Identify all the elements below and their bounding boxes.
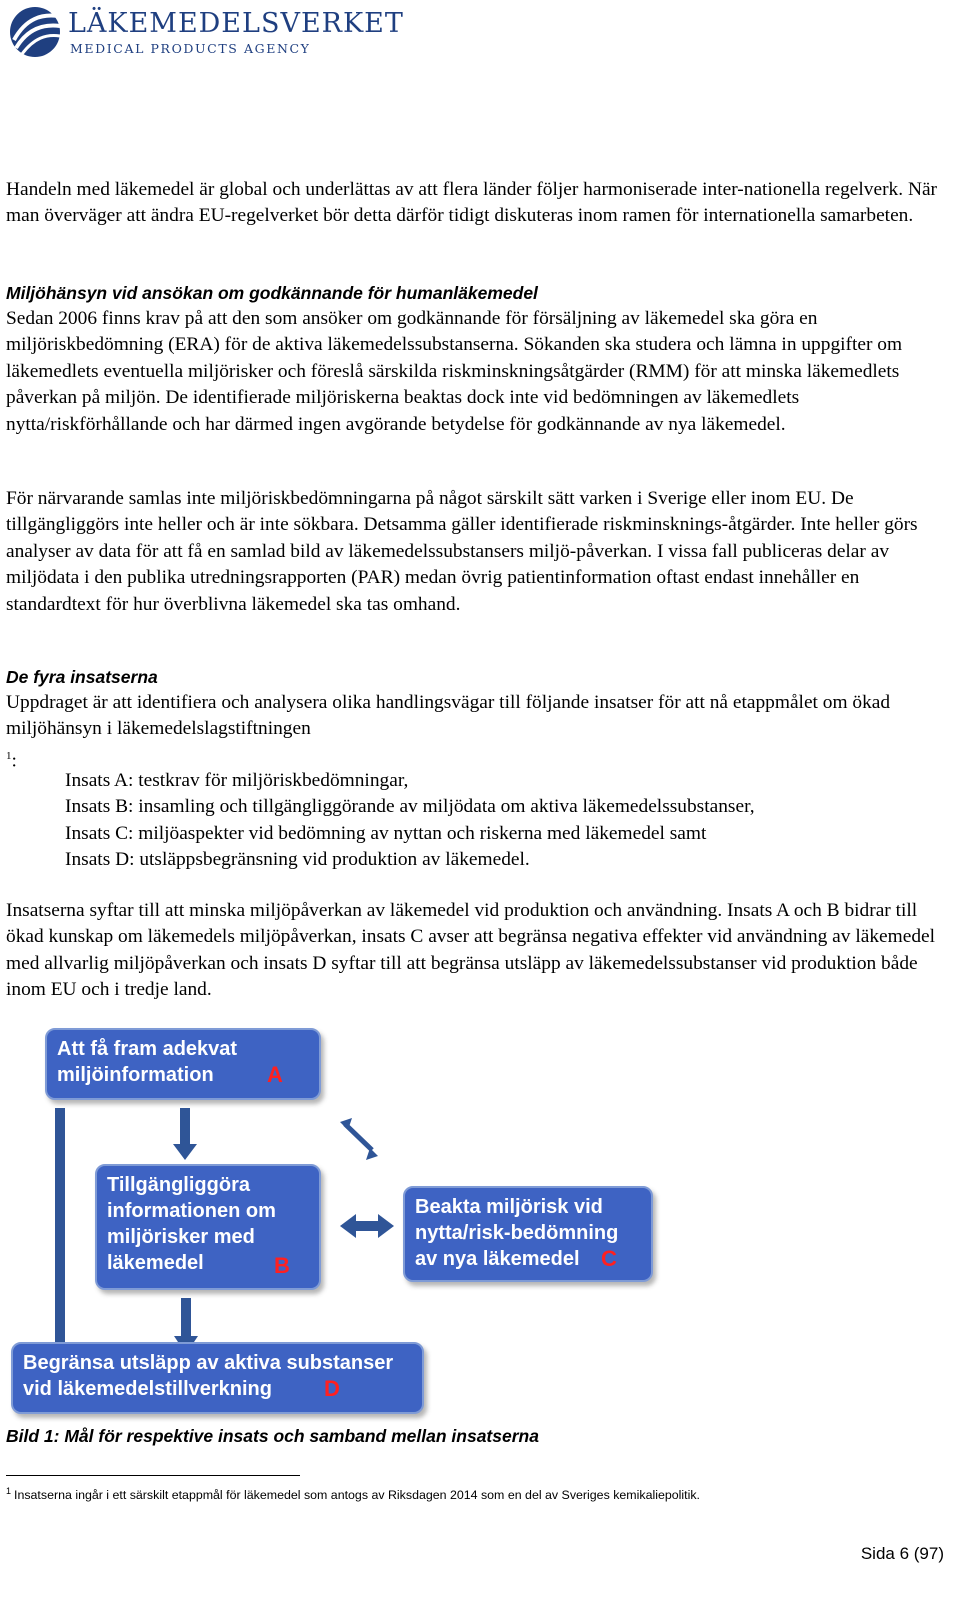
box-a-letter: A xyxy=(267,1062,283,1087)
footnote-ref[interactable]: 1 xyxy=(6,749,12,762)
box-b: Tillgängliggöra informationen om miljörisker med läkemedel B xyxy=(95,1164,321,1290)
intro-paragraph: Handeln med läkemedel är global och underlättas av att flera länder följer harmoniserade inter-nationella regelverk. När man överväger att ändra EU-regelverket bör detta därför tidigt diskuteras inom ramen för internationella samarbeten. xyxy=(6,179,938,227)
list-item: Insats D: utsläppsbegränsning vid produktion av läkemedel. xyxy=(65,849,530,871)
figure-caption: Bild 1: Mål för respektive insats och samband mellan insatserna xyxy=(6,1426,539,1446)
box-c: Beakta miljörisk vid nytta/risk-bedömning av nya läkemedel C xyxy=(403,1186,653,1282)
agency-logo xyxy=(8,4,404,60)
arrow-a-to-b xyxy=(173,1108,197,1160)
arrow-a-to-c xyxy=(340,1118,378,1160)
list-item: Insats B: insamling och tillgängliggörande av miljödata om aktiva läkemedelssubstanser, xyxy=(65,796,755,818)
section2-paragraph: Insatserna syftar till att minska miljöpåverkan av läkemedel vid produktion och användning. Insats A och B bidrar till ökad kunskap om läkemedels miljöpåverkan, insats C avser att begränsa negativa effekter vid användning av läkemedel med allvarlig miljöpåverkan och insats D syftar till att begränsa utsläpp av läkemedelssubstanser vid produktion både inom EU och i tredje land. xyxy=(6,900,936,1001)
footnote xyxy=(6,1486,700,1502)
page-number: Sida 6 (97) xyxy=(860,1544,944,1563)
list-item: Insats A: testkrav för miljöriskbedömningar, xyxy=(65,770,409,791)
box-d-letter: D xyxy=(324,1376,340,1401)
org-subtitle: MEDICAL PRODUCTS AGENCY xyxy=(70,41,311,56)
footnote-text: Insatserna ingår i ett särskilt etappmål för läkemedel som antogs av Riksdagen 2014 som en del av Sveriges kemikaliepolitik. xyxy=(14,1488,700,1502)
arrow-a-to-d xyxy=(48,1108,72,1360)
org-name: LÄKEMEDELSVERKET xyxy=(68,8,404,39)
box-c-letter: C xyxy=(601,1246,617,1271)
section1-paragraph1: Sedan 2006 finns krav på att den som ansöker om godkännande för försäljning av läkemedel ska göra en miljöriskbedömning (ERA) för de aktiva läkemedelssubstanserna. Sökanden ska studera och lämna in uppgifter om läkemedlets eventuella miljörisker och föreslå särskilda riskminskningsåtgärder (RMM) för att minska läkemedlets påverkan på miljön. De identifierade miljöriskerna beaktas dock inte vid bedömningen av läkemedlets nytta/riskförhållande och har därmed ingen avgörande betydelse för godkännande av nya läkemedel. xyxy=(6,308,903,435)
arrow-b-to-c xyxy=(340,1214,394,1238)
box-b-letter: B xyxy=(274,1253,290,1278)
efforts-diagram xyxy=(0,1038,700,1470)
agency-emblem-icon xyxy=(8,4,64,60)
footnote-divider xyxy=(6,1475,300,1476)
footnote-number: 1 xyxy=(6,1486,12,1496)
section-heading-environment: Miljöhänsyn vid ansökan om godkännande för humanläkemedel xyxy=(6,283,538,303)
section1-paragraph2: För närvarande samlas inte miljöriskbedömningarna på något särskilt sätt varken i Sverige eller inom EU. De tillgängliggörs inte heller och är inte sökbara. Detsamma gäller identifierade riskminsknings-åtgärder. Inte heller görs analyser av data för att få en samlad bild av läkemedelssubstansers miljö-påverkan. I vissa fall publiceras delar av miljödata i den publika utredningsrapporten (PAR) medan övrig patientinformation oftast endast innehåller en standardtext för hur överblivna läkemedel ska tas omhand. xyxy=(6,488,918,615)
box-d: Begränsa utsläpp av aktiva substanser vid läkemedelstillverkning D xyxy=(11,1342,424,1414)
section2-intro: Uppdraget är att identifiera och analysera olika handlingsvägar till följande insatser för att nå etappmålet om ökad miljöhänsyn i läkemedelslagstiftningen $^1$: xyxy=(6,692,891,772)
section-heading-four-efforts: De fyra insatserna xyxy=(6,667,158,687)
list-item: Insats C: miljöaspekter vid bedömning av nyttan och riskerna med läkemedel samt xyxy=(65,822,707,844)
box-a: Att få fram adekvat miljöinformation A xyxy=(45,1028,321,1100)
efforts-list xyxy=(65,768,755,874)
